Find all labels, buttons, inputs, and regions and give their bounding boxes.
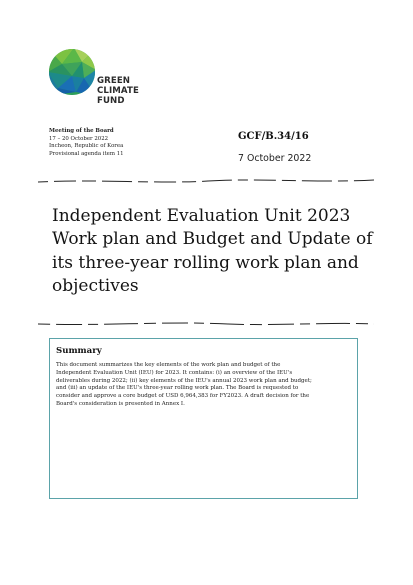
summary-line: Board's consideration is presented in Annex I. bbox=[56, 400, 185, 407]
document-reference: GCF/B.34/16 bbox=[238, 131, 309, 142]
title-line: objectives bbox=[52, 276, 139, 297]
summary-heading: Summary bbox=[56, 346, 102, 356]
meeting-title: Meeting of the Board bbox=[49, 128, 114, 134]
summary-box bbox=[49, 338, 358, 499]
logo-line-climate: CLIMATE bbox=[97, 86, 139, 96]
logo-wordmark bbox=[97, 76, 139, 106]
title-line: its three-year rolling work plan and bbox=[52, 252, 359, 273]
meeting-dates: 17 – 20 October 2022 bbox=[49, 135, 109, 142]
bottom-divider bbox=[38, 321, 374, 327]
meeting-info bbox=[49, 128, 124, 158]
logo-line-green: GREEN bbox=[97, 76, 131, 86]
document-title bbox=[52, 205, 372, 299]
title-line: Independent Evaluation Unit 2023 bbox=[52, 206, 351, 226]
meeting-location: Incheon, Republic of Korea bbox=[49, 143, 124, 150]
summary-text bbox=[56, 362, 354, 409]
summary-line: deliverables during 2022; (ii) key elements of the IEU's annual 2023 work plan and budget; bbox=[56, 377, 312, 384]
logo-line-fund: FUND bbox=[97, 96, 125, 106]
top-divider bbox=[38, 178, 374, 184]
meeting-agenda-item: Provisional agenda item 11 bbox=[49, 150, 124, 157]
gcf-logo bbox=[48, 48, 148, 108]
title-line: Work plan and Budget and Update of bbox=[52, 229, 373, 250]
summary-line: Independent Evaluation Unit (IEU) for 2023. It contains: (i) an overview of the IEU's bbox=[56, 369, 293, 376]
summary-line: consider and approve a core budget of USD 6,964,383 for FY2023. A draft decision for the bbox=[56, 393, 310, 400]
green-climate-fund-globe-icon bbox=[48, 48, 96, 96]
summary-line: This document summarizes the key elements of the work plan and budget of the bbox=[56, 362, 281, 368]
document-date: 7 October 2022 bbox=[238, 153, 312, 164]
summary-line: and (iii) an update of the IEU's three-year rolling work plan. The Board is requested to bbox=[56, 385, 299, 392]
